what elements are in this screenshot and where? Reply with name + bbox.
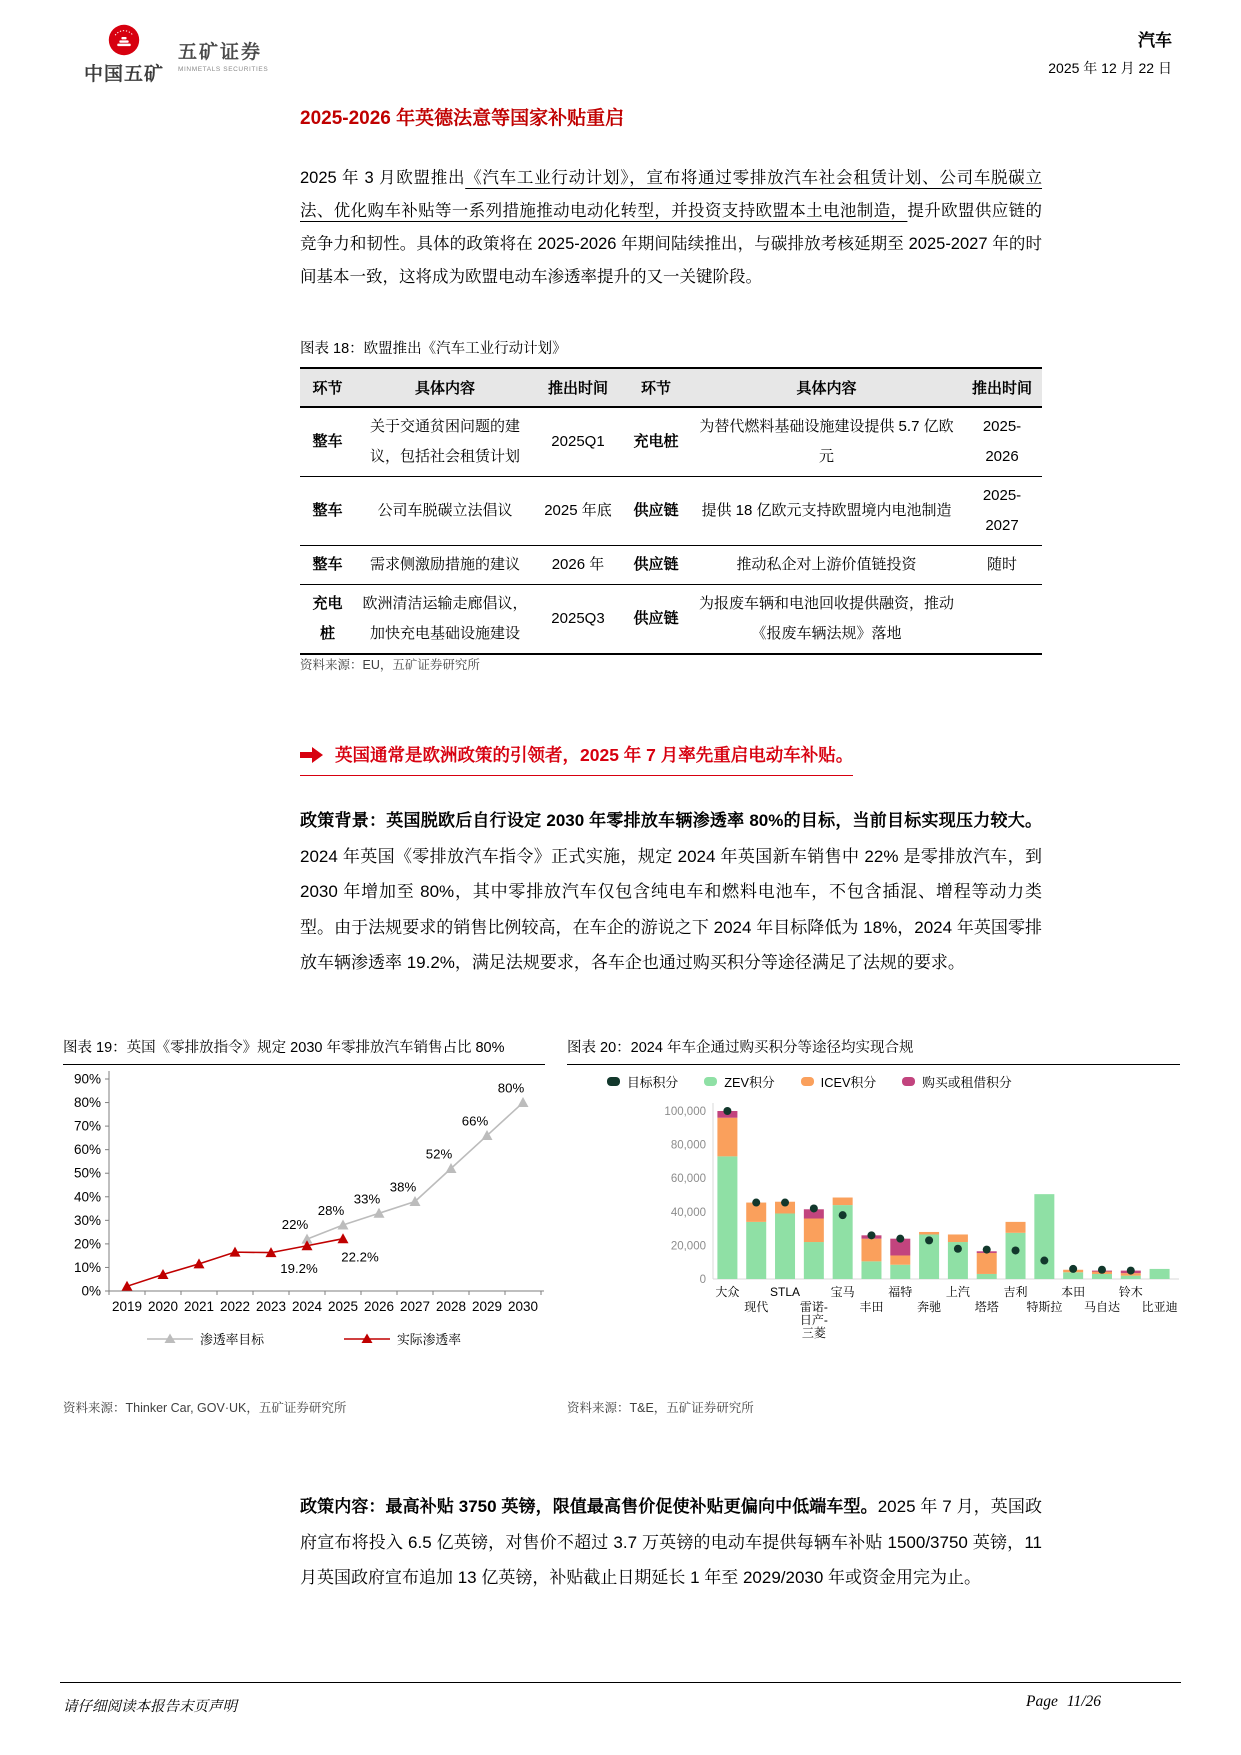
key-point-bullet (300, 742, 853, 776)
table-cell: 整车 (300, 546, 355, 585)
svg-text:本田: 本田 (1061, 1285, 1086, 1299)
svg-text:大众: 大众 (715, 1285, 740, 1299)
legend-marker-icon (607, 1077, 620, 1086)
svg-text:上汽: 上汽 (945, 1285, 970, 1299)
paragraph-eu-plan (300, 162, 1042, 294)
table-cell: 2025-2026 (962, 407, 1042, 477)
svg-text:0: 0 (699, 1274, 706, 1286)
svg-text:丰田: 丰田 (859, 1300, 884, 1314)
fig20-plot (567, 1093, 1180, 1345)
p3-bold: 政策内容：最高补贴 3750 英镑，限值最高售价促使补贴更偏向中低端车型。 (300, 1497, 878, 1516)
figure18-title: 图表 18：欧盟推出《汽车工业行动计划》 (300, 341, 567, 357)
svg-text:马自达: 马自达 (1083, 1300, 1120, 1314)
svg-text:33%: 33% (353, 1191, 381, 1207)
footer-page-indicator (1026, 1693, 1101, 1711)
svg-text:2026: 2026 (363, 1299, 395, 1314)
logo-emblem-block (84, 24, 164, 86)
table-cell: 供应链 (621, 585, 691, 655)
report-date: 2025 年 12 月 22 日 (1048, 60, 1172, 76)
svg-text:2030: 2030 (507, 1299, 539, 1314)
legend-label: ICEV积分 (820, 1075, 877, 1090)
svg-text:2019: 2019 (111, 1299, 143, 1314)
legend-item (704, 1072, 774, 1091)
svg-text:22%: 22% (281, 1217, 309, 1233)
table-cell: 整车 (300, 407, 355, 477)
svg-text:70%: 70% (73, 1118, 101, 1134)
table-cell (962, 585, 1042, 655)
svg-text:30%: 30% (73, 1212, 101, 1228)
minmetals-emblem-icon (108, 24, 140, 56)
logo-brand-en: MINMETALS SECURITIES (178, 66, 269, 73)
svg-text:22.2%: 22.2% (341, 1249, 379, 1265)
svg-text:60%: 60% (73, 1142, 101, 1158)
table-cell: 2026 年 (535, 546, 621, 585)
svg-text:2024: 2024 (291, 1299, 323, 1314)
svg-text:宝马: 宝马 (830, 1285, 855, 1299)
figure18-source: 资料来源：EU，五矿证券研究所 (300, 658, 480, 672)
figure19-title: 图表 19：英国《零排放指令》规定 2030 年零排放汽车销售占比 80% (63, 1040, 505, 1056)
svg-text:2022: 2022 (219, 1299, 251, 1314)
svg-text:80,000: 80,000 (670, 1139, 706, 1152)
legend-marker-icon (801, 1077, 814, 1086)
svg-text:0%: 0% (81, 1283, 101, 1299)
legend-item (902, 1072, 1012, 1091)
report-category: 汽车 (1138, 31, 1172, 50)
table-header-cell: 环节 (300, 368, 355, 407)
table-cell: 提供 18 亿欧元支持欧盟境内电池制造 (691, 477, 962, 546)
fig20-svg (567, 1093, 1180, 1345)
svg-text:塔塔: 塔塔 (974, 1300, 999, 1314)
figure19-block (63, 1036, 545, 1348)
table-cell: 关于交通贫困问题的建议，包括社会租赁计划 (355, 407, 535, 477)
svg-text:2020: 2020 (147, 1299, 179, 1314)
fig19-plot (63, 1065, 545, 1327)
key-point-text: 英国通常是欧洲政策的引领者，2025 年 7 月率先重启电动车补贴。 (335, 745, 854, 765)
svg-text:40,000: 40,000 (670, 1206, 706, 1219)
figure19-legend (63, 1329, 545, 1348)
table-header-cell: 推出时间 (962, 368, 1042, 407)
table-cell: 需求侧激励措施的建议 (355, 546, 535, 585)
svg-text:100,000: 100,000 (664, 1106, 706, 1118)
p2-normal: 2024 年英国《零排放汽车指令》正式实施，规定 2024 年英国新车销售中 22% 是零排放汽车，到 2030 年增加至 80%，其中零排放汽车仅包含纯电车和燃料电池车，不包含插混、增程等动力类型。由于法规要求的销售比例较高，在车企的游说之下 2024 年目标降低为 18%，2024 年英国零排放车辆渗透率 19.2%，满足法规要求，各车企也通过购买积分等途径满足了法规的要求。 (300, 846, 1042, 972)
table-cell: 充电桩 (621, 407, 691, 477)
legend-item (607, 1072, 678, 1091)
svg-text:66%: 66% (461, 1113, 489, 1129)
figure20-block (567, 1036, 1180, 1345)
svg-text:2028: 2028 (435, 1299, 467, 1314)
table-row (300, 407, 1042, 477)
logo-company-name: 中国五矿 (84, 64, 165, 85)
table-cell: 2025-2027 (962, 477, 1042, 546)
svg-text:50%: 50% (73, 1165, 101, 1181)
legend-marker-icon (902, 1077, 915, 1086)
p1-seg1: 2025 年 3 月欧盟推出 (300, 168, 466, 187)
legend-marker-icon (344, 1332, 390, 1345)
svg-text:比亚迪: 比亚迪 (1141, 1300, 1178, 1314)
table-cell: 供应链 (621, 477, 691, 546)
table-cell: 充电桩 (300, 585, 355, 655)
figure20-title: 图表 20：2024 年车企通过购买积分等途径均实现合规 (567, 1040, 914, 1056)
table-cell: 整车 (300, 477, 355, 546)
legend-label: 渗透率目标 (200, 1332, 264, 1347)
svg-text:2025: 2025 (327, 1299, 359, 1314)
header-logo (84, 24, 268, 86)
figure20-legend (607, 1072, 1180, 1091)
table-header-cell: 环节 (621, 368, 691, 407)
section-heading: 2025-2026 年英德法意等国家补贴重启 (300, 108, 625, 129)
svg-text:2027: 2027 (399, 1299, 431, 1314)
figure20-rule (567, 1064, 1180, 1065)
svg-text:特斯拉: 特斯拉 (1026, 1300, 1063, 1314)
svg-text:52%: 52% (425, 1146, 453, 1162)
svg-text:铃木: 铃木 (1118, 1285, 1143, 1299)
svg-text:STLA: STLA (770, 1285, 801, 1299)
p3-normal: 2025 年 7 月，英国政府宣布将投入 6.5 亿英镑，对售价不超过 3.7 万英镑的电动车提供每辆车补贴 1500/3750 英镑，11 月英国政府宣布追加 13 亿英镑，补贴截止日期延长 1 年至 2029/2030 年或资金用完为止。 (300, 1497, 1042, 1587)
table-cell: 欧洲清洁运输走廊倡议，加快充电基础设施建设 (355, 585, 535, 655)
table-cell: 供应链 (621, 546, 691, 585)
svg-text:80%: 80% (73, 1095, 101, 1111)
svg-text:2021: 2021 (183, 1299, 215, 1314)
footer-divider (60, 1682, 1181, 1683)
svg-text:80%: 80% (497, 1080, 525, 1096)
paragraph-policy-content (300, 1489, 1042, 1596)
svg-text:10%: 10% (73, 1259, 101, 1275)
svg-text:38%: 38% (389, 1179, 417, 1195)
svg-text:28%: 28% (317, 1203, 345, 1219)
logo-brand-name: 五矿证券 (178, 42, 263, 63)
legend-label: ZEV积分 (724, 1075, 775, 1090)
svg-text:19.2%: 19.2% (280, 1260, 318, 1276)
header-right (1048, 26, 1172, 78)
table-cell: 为报废车辆和电池回收提供融资，推动《报废车辆法规》落地 (691, 585, 962, 655)
svg-text:吉利: 吉利 (1003, 1285, 1028, 1299)
table-cell: 为替代燃料基础设施建设提供 5.7 亿欧元 (691, 407, 962, 477)
table-header-cell: 具体内容 (691, 368, 962, 407)
footer-page-label: Page (1025, 1693, 1058, 1710)
legend-marker-icon (704, 1077, 717, 1086)
figure20-source: 资料来源：T&E，五矿证券研究所 (567, 1401, 754, 1415)
svg-text:现代: 现代 (744, 1300, 769, 1314)
figure19-source: 资料来源：Thinker Car, GOV·UK，五矿证券研究所 (63, 1401, 347, 1415)
svg-text:90%: 90% (73, 1071, 101, 1087)
p2-bold: 政策背景：英国脱欧后自行设定 2030 年零排放车辆渗透率 80%的目标，当前目标实现压力较大。 (300, 811, 1042, 830)
legend-item (344, 1329, 461, 1348)
right-arrow-icon (300, 747, 323, 763)
svg-text:60,000: 60,000 (670, 1173, 706, 1186)
svg-text:雷诺-日产-三菱: 雷诺-日产-三菱 (799, 1300, 828, 1340)
table-header-cell: 具体内容 (355, 368, 535, 407)
table-row (300, 477, 1042, 546)
p1-seg2-underlined: 《汽车工业行动计划》，宣布将通过零排放汽车社会租赁计划、公司车脱碳立法、优化购车补贴等一系列措施推动电动化转型，并投资支持欧盟本土电池制造， (300, 168, 1043, 220)
table-cell: 2025 年底 (535, 477, 621, 546)
svg-text:40%: 40% (73, 1189, 101, 1205)
svg-text:奔驰: 奔驰 (917, 1300, 942, 1314)
table-cell: 2025Q3 (535, 585, 621, 655)
legend-item (147, 1329, 264, 1348)
table-row (300, 585, 1042, 655)
table-header-cell: 推出时间 (535, 368, 621, 407)
table-row (300, 546, 1042, 585)
legend-label: 购买或租借积分 (922, 1075, 1012, 1090)
table-cell: 推动私企对上游价值链投资 (691, 546, 962, 585)
paragraph-policy-background (300, 803, 1042, 981)
footer-disclaimer: 请仔细阅读本报告末页声明 (63, 1699, 237, 1715)
table-cell: 随时 (962, 546, 1042, 585)
svg-text:20,000: 20,000 (670, 1240, 706, 1253)
svg-text:2029: 2029 (471, 1299, 503, 1314)
legend-item (801, 1072, 876, 1091)
svg-text:2023: 2023 (255, 1299, 287, 1314)
logo-brand-block (178, 37, 268, 73)
fig19-svg (63, 1065, 545, 1327)
legend-marker-icon (147, 1332, 193, 1345)
svg-text:福特: 福特 (888, 1285, 913, 1299)
svg-text:20%: 20% (73, 1236, 101, 1252)
footer-page-number: 11/26 (1066, 1693, 1101, 1710)
p1-seg3: 提升欧盟供应链的竞争力和韧性。具体的政策将在 2025-2026 年期间陆续推出，与碳排放考核延期至 2025-2027 年的时间基本一致，这将成为欧盟电动车渗透率提升的又一关键阶段。 (300, 201, 1043, 286)
table-cell: 公司车脱碳立法倡议 (355, 477, 535, 546)
table-header-row (300, 368, 1042, 407)
figure18-table (300, 367, 1042, 655)
table-cell: 2025Q1 (535, 407, 621, 477)
legend-label: 目标积分 (627, 1075, 679, 1090)
legend-label: 实际渗透率 (397, 1332, 461, 1347)
